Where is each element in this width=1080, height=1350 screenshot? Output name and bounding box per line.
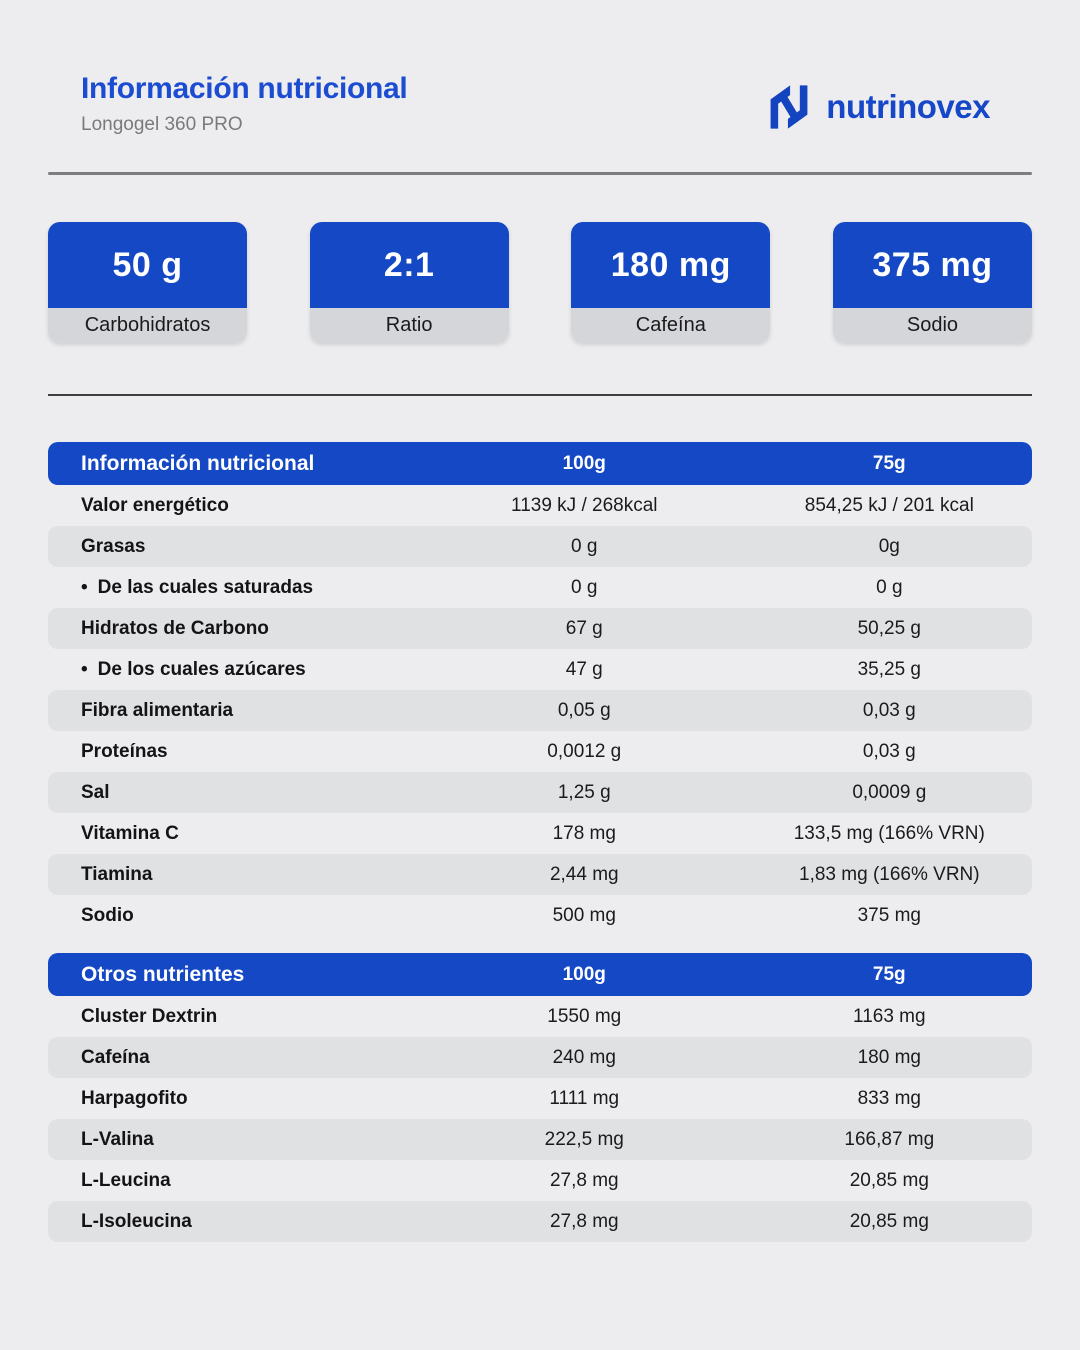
row-value-100g: 1550 mg (547, 1005, 622, 1027)
row-label: • De las cuales saturadas (81, 576, 314, 598)
row-value-75g: 20,85 mg (849, 1169, 929, 1191)
table-header-title: Información nutricional (81, 451, 315, 475)
stat-card (48, 222, 247, 343)
table-header (48, 442, 1032, 485)
row-value-75g: 854,25 kJ / 201 kcal (804, 494, 974, 516)
title-block (81, 72, 407, 136)
row-value-75g: 375 mg (857, 904, 921, 926)
stat-value: 180 mg (571, 222, 770, 308)
row-value-100g: 47 g (565, 658, 603, 680)
row-value-75g: 0 g (876, 576, 903, 598)
stat-card (571, 222, 770, 343)
row-label: L-Leucina (81, 1169, 171, 1191)
table-row (48, 1160, 1032, 1201)
bullet-icon: • (81, 658, 88, 680)
stat-card (310, 222, 509, 343)
row-value-75g: 180 mg (857, 1046, 921, 1068)
stat-label: Carbohidratos (48, 308, 247, 343)
row-label: Vitamina C (81, 822, 179, 844)
page-subtitle: Longogel 360 PRO (81, 114, 243, 135)
row-label: Sal (81, 781, 110, 803)
row-label: Harpagofito (81, 1087, 188, 1109)
table-row (48, 854, 1032, 895)
stat-label: Sodio (833, 308, 1032, 343)
table-row (48, 895, 1032, 936)
table-row (48, 731, 1032, 772)
row-value-75g: 0,0009 g (852, 781, 927, 803)
row-label: Cluster Dextrin (81, 1005, 218, 1027)
table-row (48, 772, 1032, 813)
row-value-100g: 1139 kJ / 268kcal (511, 494, 658, 516)
row-label: Fibra alimentaria (81, 699, 234, 721)
table-row (48, 813, 1032, 854)
row-value-75g: 1,83 mg (166% VRN) (799, 863, 980, 885)
table-row (48, 1037, 1032, 1078)
bullet-icon: • (81, 576, 88, 598)
col-header-100g: 100g (562, 963, 606, 985)
row-label: Sodio (81, 904, 134, 926)
table-row (48, 567, 1032, 608)
row-value-75g: 166,87 mg (844, 1128, 935, 1150)
divider-top (48, 172, 1032, 175)
row-label: Grasas (81, 535, 146, 557)
header (48, 0, 1032, 136)
table-header-title: Otros nutrientes (81, 962, 245, 986)
row-label: L-Valina (81, 1128, 154, 1150)
col-header-75g: 75g (872, 452, 906, 474)
row-label: • De los cuales azúcares (81, 658, 306, 680)
row-value-100g: 500 mg (552, 904, 616, 926)
stat-value: 50 g (48, 222, 247, 308)
row-value-75g: 50,25 g (857, 617, 921, 639)
row-label: Hidratos de Carbono (81, 617, 269, 639)
stat-label: Cafeína (571, 308, 770, 343)
row-value-100g: 0 g (571, 535, 598, 557)
brand-name: nutrinovex (826, 88, 990, 125)
row-value-100g: 27,8 mg (549, 1210, 619, 1232)
page-title: Información nutricional (81, 72, 408, 105)
stat-value: 375 mg (833, 222, 1032, 308)
row-value-100g: 1111 mg (549, 1087, 620, 1109)
nutrinovex-logo-icon (763, 80, 815, 134)
stat-value: 2:1 (310, 222, 509, 308)
row-value-75g: 1163 mg (853, 1005, 926, 1027)
row-label: Valor energético (81, 494, 229, 516)
table-row (48, 1119, 1032, 1160)
row-value-100g: 1,25 g (557, 781, 611, 803)
nutrition-table (48, 442, 1032, 936)
row-label: L-Isoleucina (81, 1210, 192, 1232)
row-label: Tiamina (81, 863, 153, 885)
brand-logo (763, 80, 990, 134)
tables-area (48, 442, 1032, 1242)
table-row (48, 1078, 1032, 1119)
row-value-75g: 833 mg (857, 1087, 921, 1109)
nutrition-table (48, 953, 1032, 1242)
row-value-75g: 35,25 g (857, 658, 921, 680)
row-value-100g: 178 mg (552, 822, 616, 844)
row-value-75g: 20,85 mg (849, 1210, 929, 1232)
divider-middle (48, 394, 1032, 396)
table-row (48, 649, 1032, 690)
row-value-75g: 0,03 g (862, 740, 916, 762)
table-row (48, 526, 1032, 567)
row-value-100g: 222,5 mg (544, 1128, 624, 1150)
row-value-100g: 27,8 mg (549, 1169, 619, 1191)
row-value-100g: 67 g (565, 617, 603, 639)
row-value-100g: 240 mg (552, 1046, 616, 1068)
row-label: Proteínas (81, 740, 168, 762)
table-row (48, 485, 1032, 526)
row-value-100g: 2,44 mg (549, 863, 619, 885)
stat-label: Ratio (310, 308, 509, 343)
row-value-100g: 0 g (571, 576, 598, 598)
row-value-100g: 0,0012 g (547, 740, 622, 762)
stat-cards-row (48, 222, 1032, 343)
table-row (48, 996, 1032, 1037)
stat-card (833, 222, 1032, 343)
row-value-100g: 0,05 g (557, 699, 611, 721)
table-row (48, 690, 1032, 731)
row-value-75g: 0,03 g (862, 699, 916, 721)
col-header-100g: 100g (562, 452, 606, 474)
table-header (48, 953, 1032, 996)
row-label: Cafeína (81, 1046, 150, 1068)
col-header-75g: 75g (872, 963, 906, 985)
table-row (48, 1201, 1032, 1242)
row-value-75g: 133,5 mg (166% VRN) (793, 822, 985, 844)
row-value-75g: 0g (878, 535, 900, 557)
table-row (48, 608, 1032, 649)
